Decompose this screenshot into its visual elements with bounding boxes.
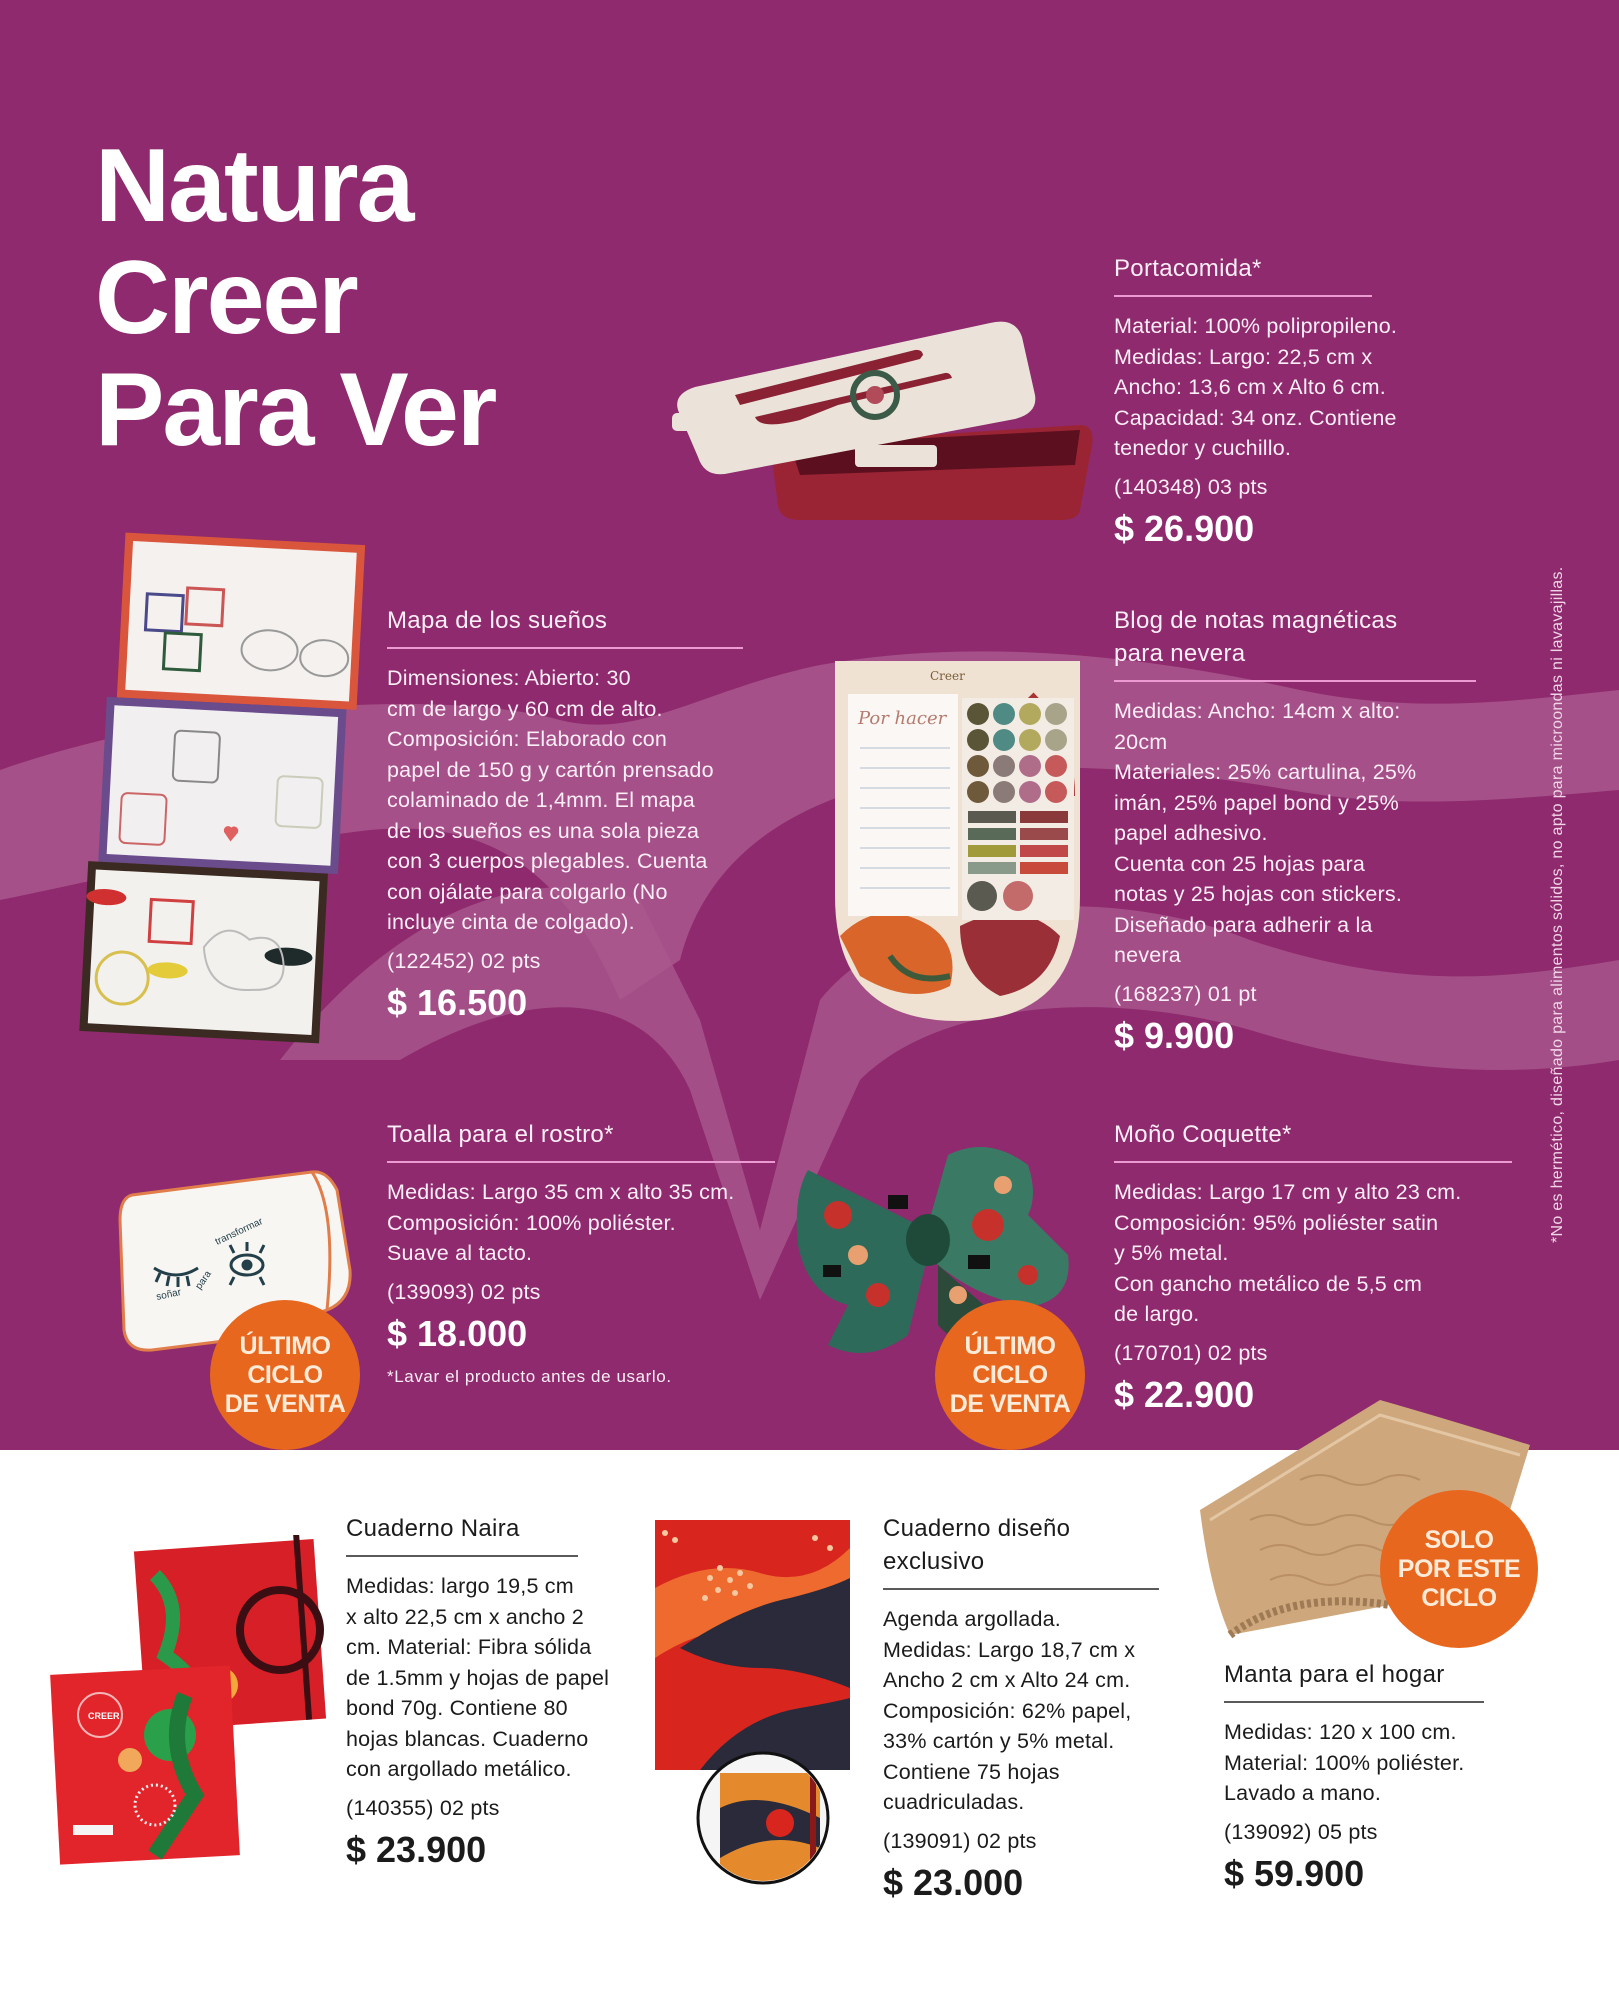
product-code: (139092) 05 pts [1224, 1819, 1378, 1844]
title-line-1: Natura [95, 128, 413, 244]
svg-text:CREER: CREER [88, 1711, 120, 1721]
product-code: (140348) 03 pts [1114, 474, 1268, 499]
product-code: (139091) 02 pts [883, 1828, 1037, 1853]
divider [387, 647, 743, 649]
svg-text:soñar: soñar [155, 1286, 183, 1303]
product-blog-notas [1114, 604, 1514, 1059]
product-name: Portacomida* [1114, 255, 1262, 282]
divider [387, 1161, 775, 1163]
svg-text:Creer: Creer [930, 669, 965, 683]
portacomida-image [660, 295, 1100, 520]
product-name: Moño Coquette* [1114, 1121, 1292, 1148]
divider [346, 1555, 578, 1557]
product-toalla [387, 1118, 807, 1389]
blog-notas-image [830, 656, 1086, 1026]
product-name: Cuaderno diseño exclusivo [883, 1515, 1071, 1575]
product-price: $ 16.500 [387, 981, 528, 1023]
product-name: Manta para el hogar [1224, 1661, 1445, 1688]
product-code: (168237) 01 pt [1114, 981, 1257, 1006]
product-manta [1224, 1658, 1554, 1897]
cuaderno-naira-image [45, 1535, 335, 1875]
product-mono-coquette [1114, 1118, 1524, 1418]
product-price: $ 23.900 [346, 1828, 487, 1870]
product-price: $ 59.900 [1224, 1852, 1365, 1894]
product-price: $ 26.900 [1114, 507, 1255, 549]
mapa-suenos-image [72, 528, 372, 1058]
product-name: Cuaderno Naira [346, 1515, 520, 1542]
title-line-2: Creer [95, 240, 357, 356]
product-cuaderno-naira [346, 1512, 676, 1873]
product-description: Medidas: Ancho: 14cm x alto: 20cm Materiales: 25% cartulina, 25% imán, 25% papel bond y 25% papel adhesivo. Cuenta con 25 hojas para notas y 25 hojas con stickers. Diseñado para adherir a la nevera [1114, 699, 1417, 967]
product-description: Medidas: largo 19,5 cm x alto 22,5 cm x ancho 2 cm. Material: Fibra sólida de 1.5mm y hojas de papel bond 70g. Contiene 80 hojas blancas. Cuaderno con argollado metálico. [346, 1574, 610, 1781]
product-code: (170701) 02 pts [1114, 1340, 1268, 1365]
divider [883, 1588, 1159, 1590]
product-cuaderno-diseno [883, 1512, 1193, 1906]
svg-text:para: para [193, 1269, 214, 1292]
cuaderno-diseno-image [650, 1518, 855, 1888]
product-name: Toalla para el rostro* [387, 1121, 614, 1148]
product-portacomida [1114, 252, 1514, 552]
divider [1114, 1161, 1512, 1163]
divider [1114, 680, 1476, 682]
product-code: (122452) 02 pts [387, 948, 541, 973]
page-title [95, 130, 495, 466]
divider [1114, 295, 1372, 297]
product-description: Medidas: 120 x 100 cm. Material: 100% poliéster. Lavado a mano. [1224, 1720, 1465, 1805]
product-price: $ 18.000 [387, 1312, 528, 1354]
product-description: Medidas: Largo 17 cm y alto 23 cm. Composición: 95% poliéster satin y 5% metal. Con gancho metálico de 5,5 cm de largo. [1114, 1180, 1462, 1326]
svg-text:Por hacer: Por hacer [858, 708, 947, 729]
product-description: Medidas: Largo 35 cm x alto 35 cm. Composición: 100% poliéster. Suave al tacto. [387, 1180, 735, 1265]
divider [1224, 1701, 1484, 1703]
svg-text:transformar: transformar [213, 1216, 265, 1248]
title-line-3: Para Ver [95, 352, 496, 468]
product-care-note: *Lavar el producto antes de usarlo. [387, 1366, 672, 1386]
product-price: $ 9.900 [1114, 1014, 1235, 1056]
product-description: Agenda argollada. Medidas: Largo 18,7 cm x Ancho 2 cm x Alto 24 cm. Composición: 62% papel, 33% cartón y 5% metal. Contiene 75 hojas cuadriculadas. [883, 1607, 1136, 1814]
product-code: (139093) 02 pts [387, 1279, 541, 1304]
product-description: Dimensiones: Abierto: 30 cm de largo y 60 cm de alto. Composición: Elaborado con papel de 150 g y cartón prensado colaminado de 1,4mm. El mapa de los sueños es una sola pieza con 3 cuerpos plegables. Cuenta con ojálate para colgarlo (No incluye cinta de colgado). [387, 666, 714, 934]
ultimo-ciclo-badge: ÚLTIMO CICLO DE VENTA [210, 1300, 360, 1450]
solo-por-este-ciclo-badge: SOLO POR ESTE CICLO [1380, 1490, 1538, 1648]
ultimo-ciclo-badge: ÚLTIMO CICLO DE VENTA [935, 1300, 1085, 1450]
product-price: $ 22.900 [1114, 1373, 1255, 1415]
product-description: Material: 100% polipropileno. Medidas: Largo: 22,5 cm x Ancho: 13,6 cm x Alto 6 cm. Capacidad: 34 onz. Contiene tenedor y cuchillo. [1114, 314, 1398, 460]
product-name: Mapa de los sueños [387, 607, 608, 634]
product-price: $ 23.000 [883, 1861, 1024, 1903]
product-mapa-suenos [387, 604, 767, 1026]
product-code: (140355) 02 pts [346, 1795, 500, 1820]
product-name: Blog de notas magnéticas para nevera [1114, 607, 1398, 667]
disclaimer-note: *No es hermético, diseñado para alimentos sólidos, no apto para microondas ni lavavajillas. [1549, 566, 1566, 1244]
